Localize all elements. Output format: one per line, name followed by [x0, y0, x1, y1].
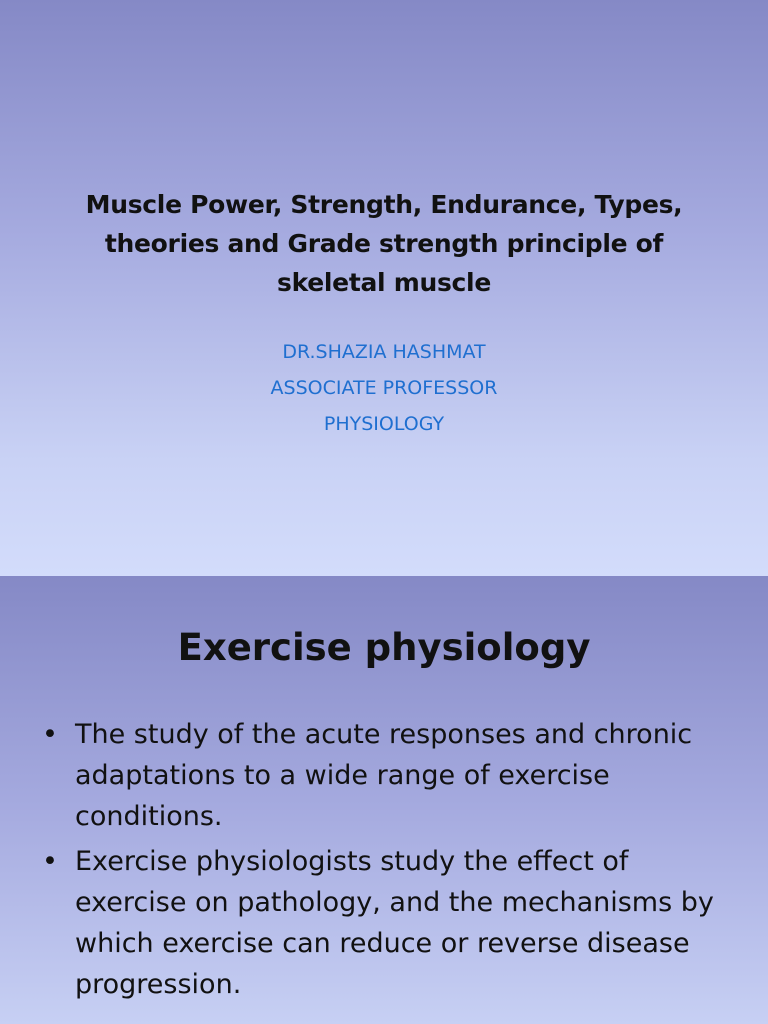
presentation-title: Muscle Power, Strength, Endurance, Types, theories and Grade strength principle of skeletal muscle — [85, 190, 683, 297]
bullet-icon: • — [42, 846, 58, 877]
bullet-icon: • — [42, 719, 58, 750]
bullet-text: The study of the acute responses and chronic adaptations to a wide range of exercise conditions. — [75, 719, 693, 832]
bullet-text: Exercise physiologists study the effect of exercise on pathology, and the mechanisms by which exercise can reduce or reverse disease progression. — [75, 846, 714, 1000]
slide-heading: Exercise physiology — [177, 626, 591, 669]
bullet-item — [42, 841, 732, 1005]
bullet-item — [42, 714, 732, 837]
author-department: PHYSIOLOGY — [323, 413, 445, 435]
author-block — [0, 334, 768, 442]
bullet-list — [42, 714, 732, 1009]
author-name: DR.SHAZIA HASHMAT — [282, 341, 486, 363]
author-position: ASSOCIATE PROFESSOR — [270, 377, 498, 399]
